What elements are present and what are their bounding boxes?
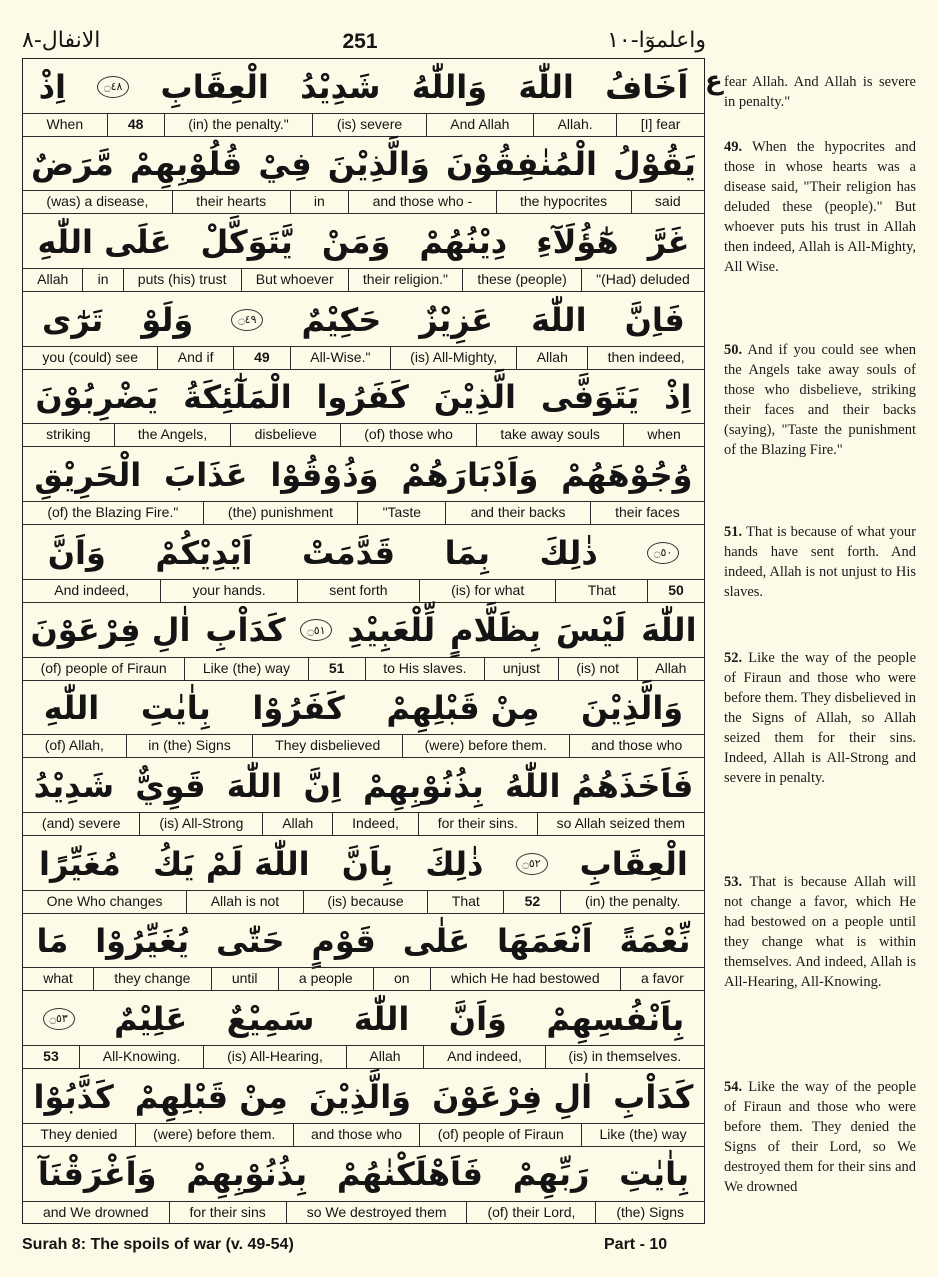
- word-meaning-cell: That: [427, 891, 503, 913]
- ayah-end-mark: ۝٥٠: [647, 542, 679, 564]
- commentary-paragraph: [724, 648, 916, 788]
- ayah-end-mark: ۝٥١: [300, 619, 332, 641]
- arabic-word: بِذُنُوْبِهِمْ: [186, 1155, 308, 1194]
- word-meaning-cell: then indeed,: [587, 347, 704, 369]
- arabic-word: بِاَنْفُسِهِمْ: [546, 999, 685, 1038]
- verse-row: [23, 758, 704, 836]
- arabic-line: [23, 137, 704, 192]
- arabic-word: مَّرَضٌ: [31, 145, 114, 184]
- commentary-text: Like the way of the people of Firaun and those who were before them. They disbelieved in the Signs of Allah, so Allah seized them for their sins. Indeed, Allah is All-Strong and severe in penalty.: [724, 650, 917, 786]
- arabic-line: [23, 914, 704, 969]
- arabic-word: مُغَيِّرًا: [39, 844, 121, 883]
- arabic-word: الْمُنٰفِقُوْنَ: [446, 145, 597, 184]
- word-meaning-cell: and those who: [569, 735, 704, 757]
- arabic-word: وَذُوْقُوْا: [270, 456, 379, 494]
- commentary-paragraph: [724, 137, 916, 277]
- translation-line: [23, 1123, 704, 1146]
- verse-row: [23, 1069, 704, 1147]
- arabic-word: حَكِيْمٌ: [301, 300, 382, 339]
- word-meaning-cell: these (people): [462, 269, 581, 291]
- word-meaning-cell: in: [82, 269, 122, 291]
- translation-line: [23, 346, 704, 369]
- arabic-line: [23, 59, 704, 114]
- verse-number: 51.: [724, 524, 743, 540]
- arabic-word: كَدَاْبِ: [613, 1077, 694, 1116]
- commentary-text: That is because Allah will not change a favor, which He had bestowed on a people until they change what is within themselves. And indeed, Allah is All-Hearing, All-Knowing.: [724, 874, 916, 990]
- arabic-word: وَالَّذِيْنَ: [327, 145, 430, 184]
- word-meaning-cell: sent forth: [297, 580, 419, 602]
- verse-row: [23, 914, 704, 992]
- translation-line: [23, 967, 704, 990]
- verse-row: [23, 370, 704, 448]
- arabic-word: يَضْرِبُوْنَ: [35, 378, 159, 417]
- arabic-word: يَتَوَفَّى: [540, 378, 640, 417]
- arabic-word: سَمِيْعٌ: [226, 999, 315, 1038]
- arabic-word: هٰٓؤُلَآءِ: [536, 222, 619, 261]
- arabic-word: كَفَرُوا: [316, 378, 409, 417]
- word-meaning-cell: your hands.: [160, 580, 297, 602]
- arabic-word: اللّٰهِ: [43, 689, 100, 728]
- word-meaning-cell: And indeed,: [423, 1046, 544, 1068]
- word-meaning-cell: until: [211, 968, 278, 990]
- arabic-word: وَلَوْ: [141, 300, 194, 339]
- arabic-word: اَيْدِيْكُمْ: [155, 533, 253, 572]
- arabic-word: بِاٰيٰتِ: [619, 1155, 690, 1194]
- part-footer: Part - 10: [604, 1236, 668, 1253]
- arabic-line: [23, 370, 704, 425]
- verse-row: [23, 681, 704, 759]
- arabic-word: عَلٰى: [402, 922, 471, 961]
- word-meaning-cell: their faces: [590, 502, 704, 524]
- word-meaning-cell: in: [290, 191, 349, 213]
- arabic-word: بِاَنَّ: [341, 844, 394, 883]
- verse-number: 50.: [724, 342, 743, 358]
- word-meaning-cell: their hearts: [172, 191, 290, 213]
- word-meaning-cell: for their sins: [169, 1202, 286, 1224]
- arabic-word: عَلَى اللّٰهِ: [37, 222, 172, 261]
- arabic-word: يُغَيِّرُوْا: [95, 922, 190, 961]
- word-meaning-cell: Indeed,: [332, 813, 418, 835]
- word-meaning-cell: (of) Allah,: [44, 737, 104, 754]
- word-meaning-cell: They denied: [40, 1125, 118, 1142]
- commentary-paragraph: [724, 72, 916, 112]
- surah-footer: Surah 8: The spoils of war (v. 49-54): [22, 1236, 294, 1253]
- word-meaning-cell: and We drowned: [42, 1204, 149, 1221]
- verse-number-cell: 48: [107, 114, 164, 136]
- juz-name-header: واعلموٓا-١٠: [607, 28, 706, 53]
- arabic-word: اللّٰهَ: [641, 611, 697, 650]
- word-meaning-cell: to His slaves.: [365, 658, 484, 680]
- arabic-word: تَرٰٓى: [42, 300, 104, 339]
- page-number: 251: [342, 30, 378, 53]
- arabic-word: اِنَّ: [303, 766, 342, 805]
- word-meaning-cell: you (could) see: [42, 348, 139, 365]
- arabic-word: بِاٰيٰتِ: [140, 689, 211, 728]
- word-meaning-cell: (was) a disease,: [46, 193, 149, 210]
- arabic-word: شَدِيْدُ: [300, 67, 381, 106]
- arabic-line: [23, 1147, 704, 1202]
- word-meaning-cell: so Allah seized them: [537, 813, 704, 835]
- word-by-word-grid: [22, 58, 705, 1224]
- arabic-word: وَاَغْرَقْنَآ: [37, 1155, 157, 1194]
- word-meaning-cell: disbelieve: [230, 424, 340, 446]
- word-meaning-cell: But whoever: [241, 269, 348, 291]
- arabic-word: يَّتَوَكَّلْ: [200, 222, 293, 261]
- translation-line: [23, 657, 704, 680]
- word-meaning-cell: "Taste: [357, 502, 445, 524]
- word-meaning-cell: Like (the) way: [184, 658, 307, 680]
- ayah-end-mark: ۝٤٨: [97, 76, 129, 98]
- arabic-word: اللّٰهَ: [518, 67, 574, 106]
- arabic-word: اٰلِ فِرْعَوْنَ: [432, 1077, 593, 1116]
- word-meaning-cell: what: [43, 970, 73, 987]
- verse-number-cell: 53: [43, 1048, 59, 1065]
- word-meaning-cell: (of) people of Firaun: [40, 659, 167, 676]
- verse-number-cell: 52: [503, 891, 560, 913]
- word-meaning-cell: (in) the penalty.": [164, 114, 313, 136]
- word-meaning-cell: the hypocrites: [496, 191, 631, 213]
- word-meaning-cell: Allah: [37, 271, 69, 288]
- arabic-word: يَقُوْلُ: [613, 145, 696, 184]
- word-meaning-cell: Allah: [637, 658, 704, 680]
- word-meaning-cell: (of) people of Firaun: [419, 1124, 581, 1146]
- word-meaning-cell: And indeed,: [54, 581, 129, 598]
- ayah-end-mark: ۝٥٢: [516, 853, 548, 875]
- word-meaning-cell: (is) All-Strong: [139, 813, 262, 835]
- arabic-word: وَاَنَّ: [448, 999, 507, 1038]
- arabic-word: الْعِقَابِ: [579, 844, 688, 883]
- word-meaning-cell: and those who -: [348, 191, 495, 213]
- translation-line: [23, 190, 704, 213]
- word-meaning-cell: Allah: [262, 813, 332, 835]
- word-meaning-cell: (is) All-Mighty,: [390, 347, 517, 369]
- word-meaning-cell: their religion.": [348, 269, 462, 291]
- arabic-word: اللّٰهَ لَمْ يَكُ: [152, 844, 310, 883]
- arabic-line: [23, 448, 704, 503]
- arabic-word: الْعِقَابِ: [160, 67, 269, 106]
- arabic-word: بِمَا: [444, 533, 491, 572]
- word-meaning-cell: And if: [157, 347, 233, 369]
- arabic-word: لَيْسَ: [555, 611, 627, 650]
- translation-line: [23, 1045, 704, 1068]
- arabic-line: [23, 1069, 704, 1124]
- word-meaning-cell: Allah: [346, 1046, 424, 1068]
- verse-row: [23, 214, 704, 292]
- word-meaning-cell: Allah.: [533, 114, 616, 136]
- arabic-word: عَذَابَ: [164, 456, 248, 494]
- word-meaning-cell: unjust: [484, 658, 558, 680]
- arabic-word: اِذْ: [664, 378, 692, 417]
- arabic-word: عَلِيْمٌ: [114, 999, 188, 1038]
- verse-number: 54.: [724, 1079, 743, 1095]
- word-meaning-cell: (of) their Lord,: [466, 1202, 595, 1224]
- arabic-word: حَتّٰى: [216, 922, 285, 961]
- word-meaning-cell: puts (his) trust: [123, 269, 241, 291]
- word-meaning-cell: (is) All-Hearing,: [203, 1046, 345, 1068]
- arabic-word: مِنْ قَبْلِهِمْ: [386, 689, 540, 728]
- translation-line: [23, 268, 704, 291]
- arabic-line: [23, 681, 704, 736]
- word-meaning-cell: (is) for what: [419, 580, 556, 602]
- arabic-word: الَّذِيْنَ: [433, 378, 516, 417]
- word-meaning-cell: for their sins.: [418, 813, 537, 835]
- verse-number-cell: 51: [308, 658, 365, 680]
- word-meaning-cell: All-Knowing.: [79, 1046, 203, 1068]
- arabic-word: وُجُوْهَهُمْ: [561, 456, 693, 494]
- commentary-paragraph: [724, 340, 916, 460]
- arabic-word: اِذْ: [38, 67, 67, 106]
- arabic-word: غَرَّ: [647, 222, 690, 261]
- arabic-word: ذٰلِكَ: [539, 533, 598, 572]
- arabic-word: وَالَّذِيْنَ: [308, 1077, 412, 1116]
- arabic-word: شَدِيْدُ: [33, 766, 115, 805]
- verse-row: [23, 603, 704, 681]
- commentary-text: When the hypocrites and those in whose hearts was a disease said, "Their religion has deluded these (people)." But whoever puts his trust in Allah then indeed, Allah is All-Mighty, All Wise.: [724, 139, 916, 275]
- arabic-word: اَنْعَمَهَا: [496, 922, 593, 961]
- verse-number: 49.: [724, 139, 743, 155]
- ayah-end-mark: ۝٤٩: [231, 309, 263, 331]
- arabic-word: وَاللّٰهُ: [411, 67, 488, 106]
- arabic-line: [23, 525, 704, 580]
- arabic-word: بِذُنُوْبِهِمْ: [362, 766, 484, 805]
- word-meaning-cell: Like (the) way: [581, 1124, 704, 1146]
- word-meaning-cell: They disbelieved: [252, 735, 401, 757]
- verse-row: [23, 137, 704, 215]
- word-meaning-cell: take away souls: [476, 424, 623, 446]
- commentary-text: And if you could see when the Angels take away souls of those who disbelieve, striking their faces and their backs (saying), "Taste the punishment of the Blazing Fire.": [724, 342, 916, 458]
- verse-row: [23, 448, 704, 526]
- word-meaning-cell: a favor: [620, 968, 704, 990]
- translation-line: [23, 113, 704, 136]
- word-meaning-cell: All-Wise.": [290, 347, 390, 369]
- arabic-word: الْمَلٰٓئِكَةُ: [183, 378, 292, 417]
- translation-line: [23, 890, 704, 913]
- word-meaning-cell: When: [46, 115, 84, 132]
- word-meaning-cell: And Allah: [426, 114, 533, 136]
- arabic-word: ذٰلِكَ: [425, 844, 484, 883]
- word-meaning-cell: (in) the penalty.: [560, 891, 704, 913]
- verse-number-cell: 50: [647, 580, 704, 602]
- commentary-paragraph: [724, 1077, 916, 1197]
- arabic-line: [23, 836, 704, 891]
- arabic-word: قَدَّمَتْ: [301, 533, 396, 572]
- word-meaning-cell: so We destroyed them: [286, 1202, 467, 1224]
- arabic-word: فَاَهْلَكْنٰهُمْ: [336, 1155, 483, 1194]
- word-meaning-cell: (is) severe: [312, 114, 425, 136]
- arabic-word: الْحَرِيْقِ: [34, 456, 142, 494]
- verse-number: 53.: [724, 874, 743, 890]
- word-meaning-cell: said: [631, 191, 704, 213]
- translation-line: [23, 579, 704, 602]
- translation-line: [23, 734, 704, 757]
- arabic-word: كَدَاْبِ: [205, 611, 286, 650]
- word-meaning-cell: (of) the Blazing Fire.": [47, 504, 179, 521]
- arabic-word: اللّٰهَ: [531, 300, 587, 339]
- arabic-line: [23, 758, 704, 813]
- word-meaning-cell: "(Had) deluded: [581, 269, 704, 291]
- arabic-word: بِظَلَّامٍ: [450, 611, 541, 650]
- arabic-word: قُلُوْبِهِمْ: [129, 145, 243, 184]
- word-meaning-cell: [I] fear: [616, 114, 704, 136]
- arabic-word: وَاَنَّ: [47, 533, 106, 572]
- arabic-word: مِنْ قَبْلِهِمْ: [134, 1077, 288, 1116]
- arabic-word: قَوْمٍ: [311, 922, 376, 961]
- arabic-word: فَاَخَذَهُمُ اللّٰهُ: [504, 766, 694, 805]
- word-meaning-cell: (and) severe: [41, 814, 121, 831]
- word-meaning-cell: Allah is not: [186, 891, 303, 913]
- translation-line: [23, 812, 704, 835]
- arabic-word: قَوِيٌّ: [135, 766, 206, 805]
- verse-row: [23, 1147, 704, 1225]
- arabic-word: وَمَنْ: [321, 222, 391, 261]
- arabic-word: كَفَرُوْا: [252, 689, 345, 728]
- word-meaning-cell: they change: [93, 968, 211, 990]
- commentary-text: That is because of what your hands have sent forth. And indeed, Allah is not unjust to His slaves.: [724, 524, 916, 600]
- translation-line: [23, 423, 704, 446]
- arabic-word: اَخَافُ: [605, 67, 689, 106]
- word-meaning-cell: (is) because: [303, 891, 427, 913]
- word-meaning-cell: and their backs: [445, 502, 590, 524]
- word-meaning-cell: a people: [278, 968, 373, 990]
- verse-row: [23, 59, 704, 137]
- arabic-line: [23, 991, 704, 1046]
- verse-row: [23, 292, 704, 370]
- ayah-end-mark: ۝٥٣: [43, 1008, 75, 1030]
- translation-line: [23, 1201, 704, 1224]
- word-meaning-cell: Allah: [516, 347, 587, 369]
- word-meaning-cell: on: [373, 968, 430, 990]
- arabic-word: عَزِيْزٌ: [419, 300, 494, 339]
- arabic-word: نِّعْمَةً: [619, 922, 691, 961]
- word-meaning-cell: when: [623, 424, 704, 446]
- arabic-word: مَا: [36, 922, 69, 961]
- arabic-word: رَبِّهِمْ: [512, 1155, 590, 1194]
- arabic-word: اٰلِ فِرْعَوْنَ: [30, 611, 191, 650]
- verse-row: [23, 836, 704, 914]
- arabic-line: [23, 214, 704, 269]
- arabic-word: كَذَّبُوْا: [33, 1077, 114, 1116]
- word-meaning-cell: striking: [46, 426, 91, 443]
- arabic-word: فَاِنَّ: [624, 300, 685, 339]
- arabic-word: اللّٰهَ: [353, 999, 410, 1038]
- arabic-line: [23, 292, 704, 347]
- word-meaning-cell: the Angels,: [114, 424, 231, 446]
- word-meaning-cell: (the) Signs: [595, 1202, 704, 1224]
- word-meaning-cell: (of) those who: [340, 424, 476, 446]
- verse-number-cell: 49: [233, 347, 290, 369]
- word-meaning-cell: (is) not: [558, 658, 637, 680]
- arabic-word: اللّٰهَ: [226, 766, 283, 805]
- commentary-paragraph: [724, 522, 916, 602]
- translation-line: [23, 501, 704, 524]
- commentary-paragraph: [724, 872, 916, 992]
- word-meaning-cell: (is) in themselves.: [545, 1046, 704, 1068]
- verse-row: [23, 991, 704, 1069]
- arabic-word: لِّلْعَبِيْدِ: [347, 611, 436, 650]
- word-meaning-cell: which He had bestowed: [430, 968, 620, 990]
- word-meaning-cell: That: [555, 580, 647, 602]
- commentary-text: fear Allah. And Allah is severe in penalty.": [724, 74, 916, 110]
- arabic-word: وَاَدْبَارَهُمْ: [401, 456, 539, 494]
- arabic-line: [23, 603, 704, 658]
- word-meaning-cell: and those who: [293, 1124, 420, 1146]
- commentary-text: Like the way of the people of Firaun and those who were before them. They denied the Signs of their Lord, so We destroyed them for their sins and We drowned: [724, 1079, 917, 1195]
- word-meaning-cell: in (the) Signs: [126, 735, 253, 757]
- word-meaning-cell: (the) punishment: [203, 502, 358, 524]
- word-meaning-cell: (were) before them.: [402, 735, 569, 757]
- word-meaning-cell: One Who changes: [46, 892, 163, 909]
- ruku-mark: ع: [705, 66, 723, 96]
- surah-name-header: الانفال-٨: [22, 28, 101, 53]
- arabic-word: وَالَّذِيْنَ: [581, 689, 684, 728]
- verse-row: [23, 525, 704, 603]
- verse-number: 52.: [724, 650, 743, 666]
- arabic-word: فِيْ: [258, 145, 312, 184]
- arabic-word: دِيْنُهُمْ: [419, 222, 508, 261]
- word-meaning-cell: (were) before them.: [135, 1124, 293, 1146]
